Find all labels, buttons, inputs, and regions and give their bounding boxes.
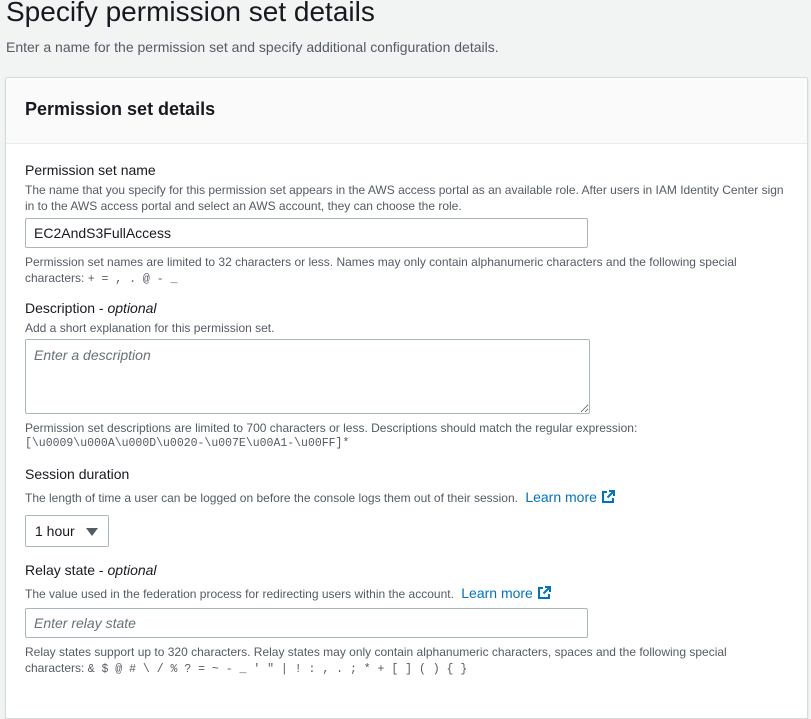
relay-state-learn-more-link[interactable] [461, 585, 551, 601]
session-duration-selected-value: 1 hour [35, 523, 75, 539]
relay-state-learn-more-text: Learn more [461, 585, 533, 601]
relay-state-label [25, 562, 157, 578]
relay-state-description [25, 585, 551, 601]
description-help-text: Add a short explanation for this permission set. [25, 321, 275, 335]
relay-state-label-text: Relay state [25, 562, 96, 578]
session-duration-help-text: The length of time a user can be logged on before the console logs them out of their session. [25, 491, 518, 505]
session-duration-select[interactable] [25, 515, 109, 547]
caret-down-icon [86, 528, 98, 536]
relay-state-help-text: The value used in the federation process for redirecting users within the account. [25, 587, 454, 601]
permission-set-details-panel [5, 77, 808, 719]
permission-set-name-constraint [25, 254, 785, 288]
name-constraint-text: Permission set names are limited to 32 characters or less. Names may only contain alphanumeric characters and the following special characters: [25, 255, 737, 285]
permission-set-name-input[interactable] [25, 218, 588, 248]
relay-state-constraint-chars: & $ @ # \ / % ? = ~ - _ ' " | ! : , . ; * + [ ] ( ) { } [87, 663, 468, 676]
description-textarea[interactable] [25, 339, 590, 414]
relay-state-optional-label: optional [107, 562, 157, 578]
page-subtitle: Enter a name for the permission set and specify additional configuration details. [6, 39, 499, 55]
relay-state-constraint [25, 644, 785, 678]
relay-state-constraint-text: Relay states support up to 320 characters. Relay states may only contain alphanumeric characters, spaces and the following special characters: [25, 645, 727, 675]
session-duration-description [25, 489, 615, 505]
permission-set-name-description: The name that you specify for this permission set appears in the AWS access portal as an available role. After users in IAM Identity Center sign in to the AWS access portal and select an AWS account, they can choose the role. [25, 183, 784, 213]
external-link-icon [601, 490, 615, 504]
relay-state-label-separator: - [95, 562, 108, 578]
description-optional-label: optional [107, 300, 157, 316]
session-duration-learn-more-link[interactable] [525, 489, 615, 505]
session-duration-learn-more-text: Learn more [525, 489, 597, 505]
description-label-text: Description [25, 300, 96, 316]
page-title: Specify permission set details [6, 0, 375, 27]
panel-title: Permission set details [25, 99, 216, 119]
description-constraint [25, 420, 785, 452]
description-constraint-text: Permission set descriptions are limited to 700 characters or less. Descriptions should match the regular expression: [25, 421, 638, 435]
external-link-icon [537, 586, 551, 600]
name-constraint-chars: + = , . @ - _ [87, 273, 178, 286]
description-label-separator: - [95, 300, 108, 316]
description-label [25, 300, 157, 316]
permission-set-name-label: Permission set name [25, 162, 156, 178]
panel-header [6, 78, 807, 144]
description-constraint-regex: [\u0009\u000A\u000D\u0020-\u007E\u00A1-\u00FF]* [25, 437, 350, 450]
session-duration-label: Session duration [25, 466, 130, 482]
relay-state-input[interactable] [25, 608, 588, 638]
